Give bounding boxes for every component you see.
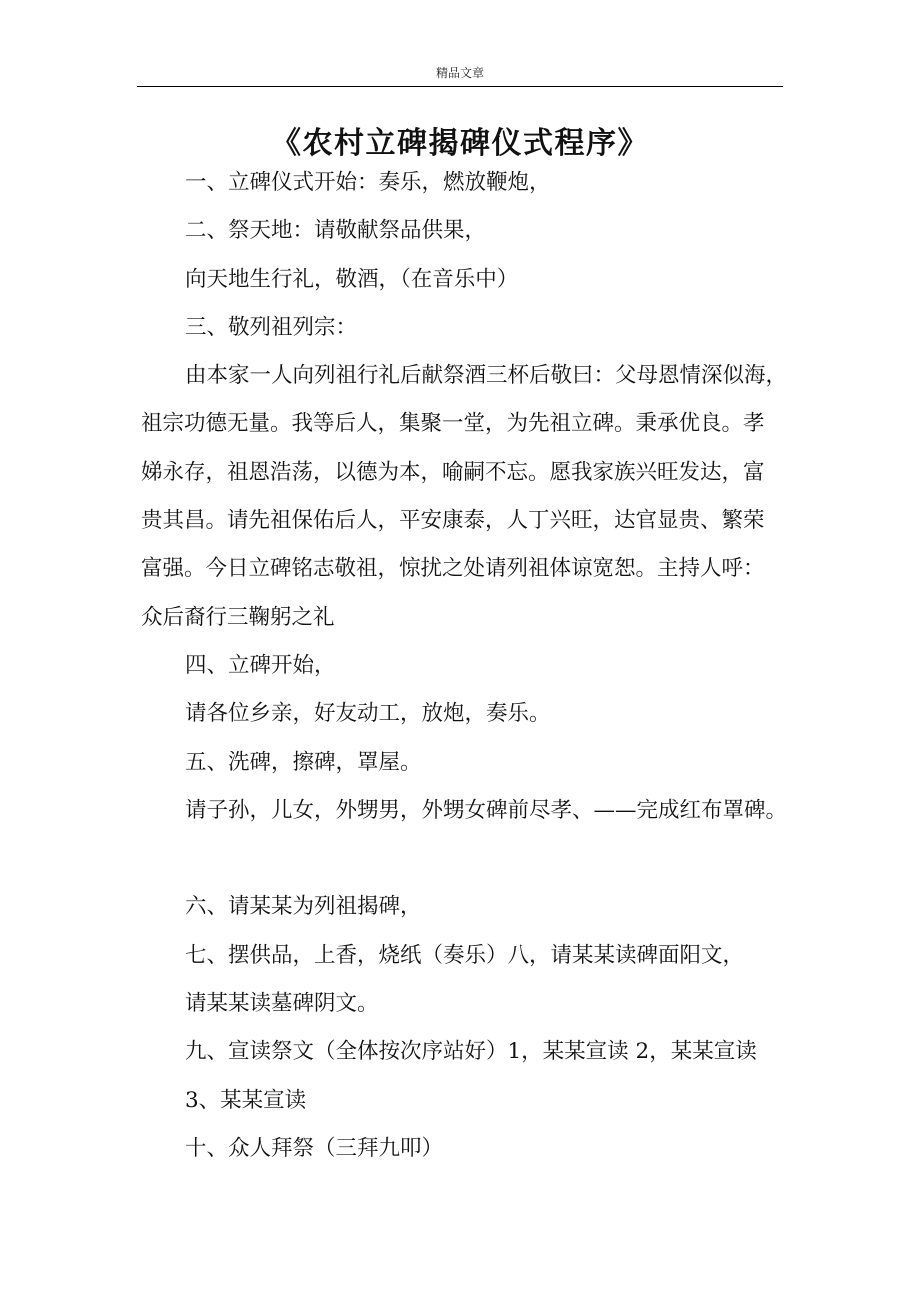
text-line: 十、众人拜祭（三拜九叩） [185,1135,444,1161]
text-line: 四、立碑开始， [185,652,336,678]
document-title: 《农村立碑揭碑仪式程序》 [271,126,649,161]
text-line: 向天地生行礼，敬酒，（在音乐中） [185,266,519,292]
header-rule [137,86,783,87]
text-line: 三、敬列祖列宗： [185,314,358,340]
text-line: 二、祭天地：请敬献祭品供果， [185,218,487,244]
text-line: 请某某读墓碑阴文。 [185,991,379,1017]
text-line: 请子孙，儿女，外甥男，外甥女碑前尽孝、——完成红布罩碑。 [185,797,788,823]
text-line: 一、立碑仪式开始：奏乐，燃放鞭炮， [185,170,551,195]
text-line: 众后裔行三鞠躬之礼 [141,604,335,630]
text-line: 贵其昌。请先祖保佑后人，平安康泰，人丁兴旺，达官显贵、繁荣 [141,508,765,534]
text-line: 五、洗碑，擦碑，罩屋。 [185,749,422,775]
text-line: 祖宗功德无量。我等后人，集聚一堂，为先祖立碑。秉承优良。孝 [141,411,765,437]
text-line: 九、宣读祭文（全体按次序站好）1，某某宣读 2，某某宣读 [185,1039,757,1065]
text-line: 六、请某某为列祖揭碑， [185,894,422,920]
text-line: 3、某某宣读 [185,1087,307,1113]
text-line: 请各位乡亲，好友动工，放炮，奏乐。 [185,701,551,727]
text-line: 富强。今日立碑铭志敬祖，惊扰之处请列祖体谅宽恕。主持人呼： [141,556,765,582]
text-line: 七、摆供品，上香，烧纸（奏乐）八，请某某读碑面阳文， [185,942,745,968]
text-line: 由本家一人向列祖行礼后献祭酒三杯后敬曰：父母恩情深似海， [185,363,788,389]
page-header: 精品文章 [435,66,484,80]
text-line: 娣永存，祖恩浩荡，以德为本，喻嗣不忘。愿我家族兴旺发达，富 [141,459,765,485]
document-body [141,159,791,1173]
blank-line [141,835,791,883]
